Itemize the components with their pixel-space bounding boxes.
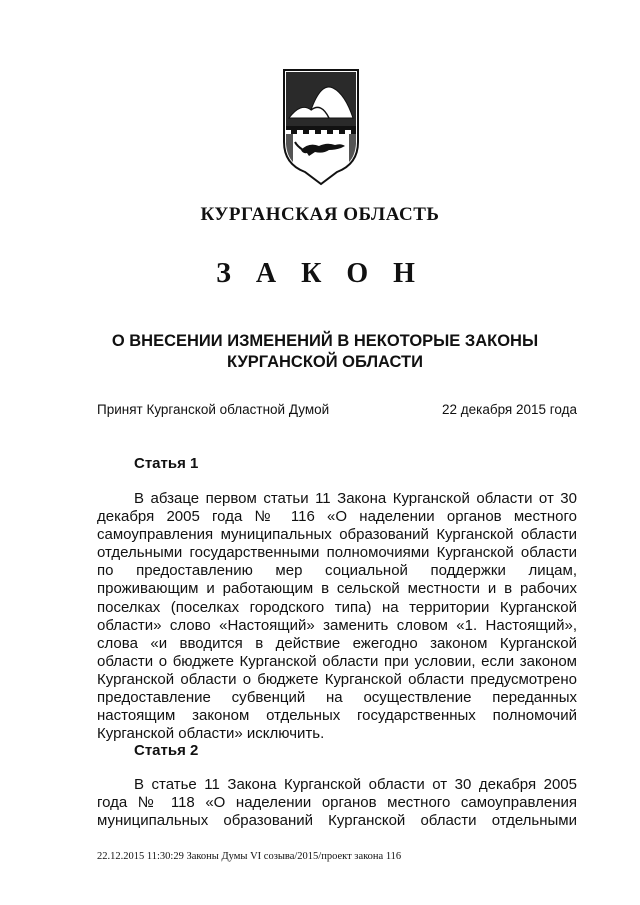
- kurgan-coat-of-arms-icon: [281, 68, 361, 186]
- adoption-date: 22 декабря 2015 года: [441, 402, 577, 417]
- law-title-line-1: О ВНЕСЕНИИ ИЗМЕНЕНИЙ В НЕКОТОРЫЕ ЗАКОНЫ: [111, 332, 539, 350]
- footer-stamp: 22.12.2015 11:30:29 Законы Думы VI созыва/2015/проект закона 116: [97, 851, 402, 862]
- article-1-text: В абзаце первом статьи 11 Закона Курганской области от 30 декабря 2005 года № 116 «О наделении органов местного самоуправления муниципальных образований Курганской области отдельными государственными полномочиями Курганской области по предоставлению мер социальной поддержки лицам, проживающим и работающим в сельской местности и в рабочих поселках (поселках городского типа) на территории Курганской области» слово «Настоящий» заменить словом «1. Настоящий», слова «и вводится в действие ежегодно законом Курганской области о бюджете Курганской области при условии, если законом Курганской области о бюджете Курганской области предусмотрено предоставление субвенций на осуществление переданных настоящим законом отдельных государственных полномочий Курганской области» исключить.: [97, 490, 577, 743]
- document-type: З А К О Н: [216, 258, 424, 289]
- region-name: КУРГАНСКАЯ ОБЛАСТЬ: [200, 204, 440, 225]
- article-2-text: В статье 11 Закона Курганской области от 30 декабря 2005 года № 118 «О наделении органов местного самоуправления муниципальных образований Курганской области отдельными: [97, 776, 577, 830]
- law-title: [90, 331, 560, 373]
- adopted-by: Принят Курганской областной Думой: [97, 402, 330, 417]
- law-title-line-2: КУРГАНСКОЙ ОБЛАСТИ: [227, 353, 423, 371]
- article-1-heading: Статья 1: [134, 455, 199, 472]
- article-2-heading: Статья 2: [134, 742, 199, 759]
